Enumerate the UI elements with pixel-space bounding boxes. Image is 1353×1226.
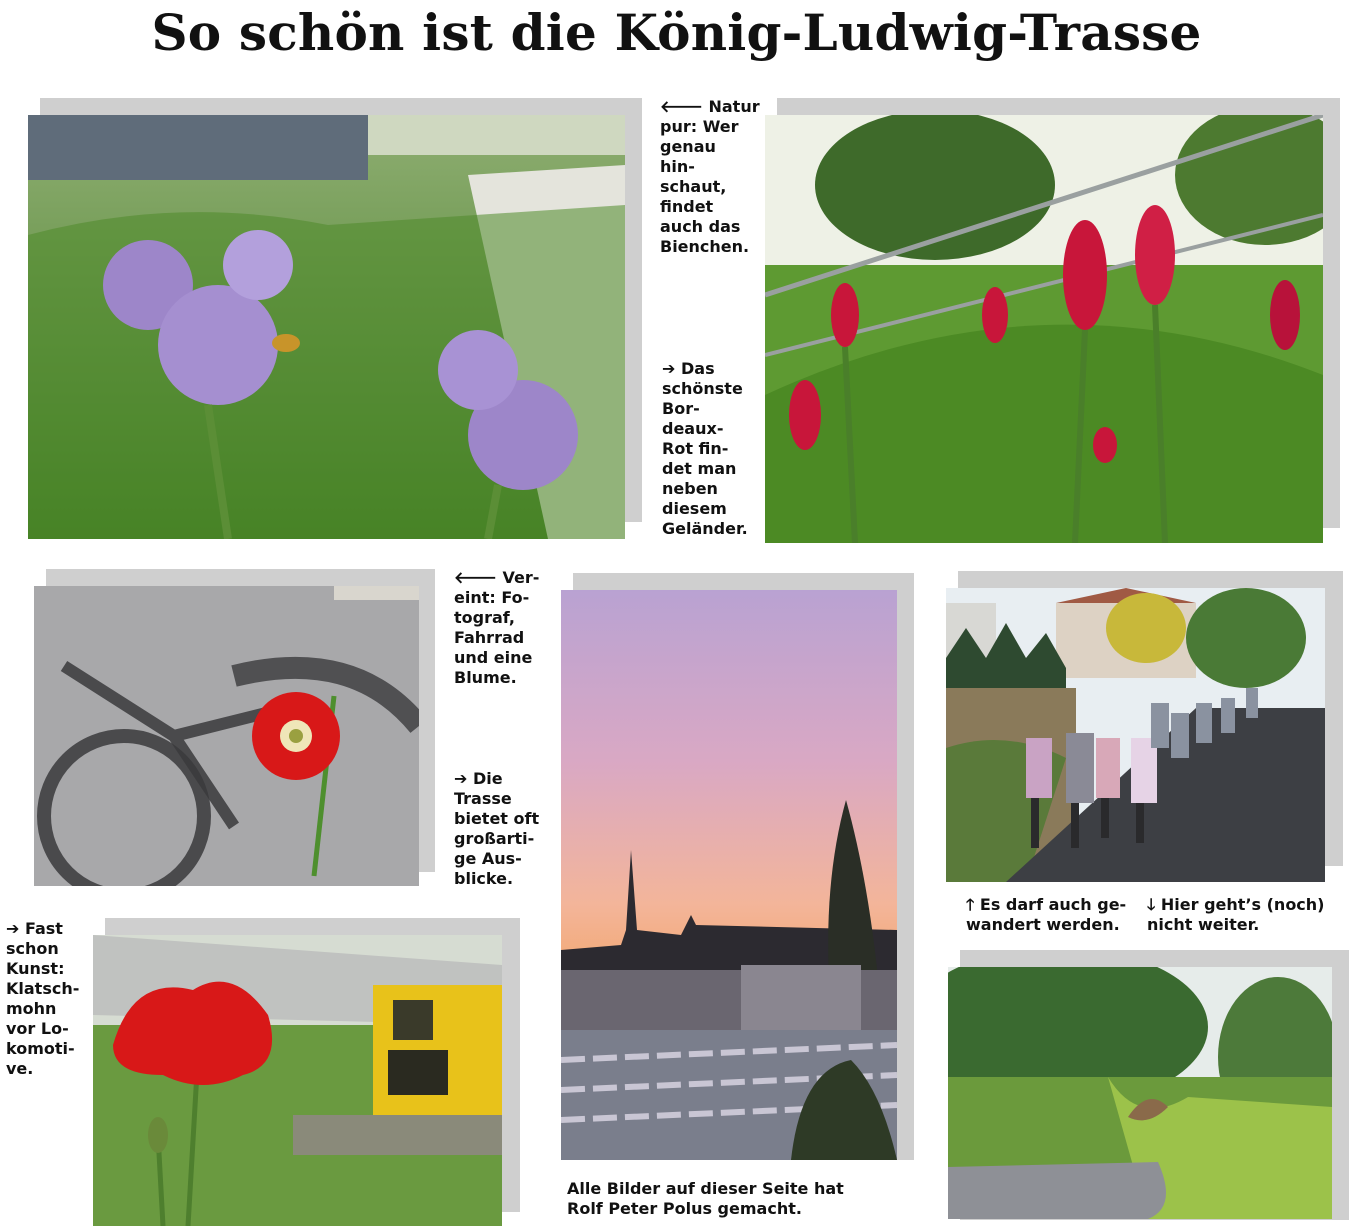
caption-line: det man (662, 459, 737, 478)
poppy-bike-shadow-photo (34, 586, 419, 886)
arrow-up-icon: 🡑 (966, 895, 975, 914)
caption-line: tograf, (454, 608, 515, 627)
caption-line: bietet oft (454, 809, 540, 828)
caption-line: blicke. (454, 869, 514, 888)
caption-line: Trasse (454, 789, 512, 808)
arrow-down-icon: 🡓 (1147, 895, 1156, 914)
caption-end (1147, 895, 1325, 935)
headline: So schön ist die König-Ludwig-Trasse (151, 3, 1202, 62)
phacelia-bee-photo (28, 115, 625, 539)
caption-line: neben (662, 479, 718, 498)
caption-view (454, 769, 539, 889)
sunset-skyline-photo (561, 590, 897, 1160)
caption-line: wandert werden. (966, 915, 1120, 934)
caption-line: Geländer. (662, 519, 748, 538)
caption-hikers (966, 895, 1126, 935)
caption-line: schon (6, 939, 59, 958)
arrow-right-icon: ➔ (454, 769, 468, 788)
arrow-right-icon: ➔ (662, 359, 676, 378)
caption-line: ve. (6, 1059, 34, 1078)
caption-line: Bienchen. (660, 237, 750, 256)
caption-loco (6, 919, 79, 1079)
caption-line: komoti- (6, 1039, 75, 1058)
caption-line: Es darf auch ge- (979, 895, 1127, 914)
caption-line: pur: Wer (660, 117, 739, 136)
caption-line: Kunst: (6, 959, 65, 978)
arrow-left-icon: 🡐 (454, 568, 497, 587)
caption-line: auch das (660, 217, 741, 236)
caption-line: Das (680, 359, 715, 378)
caption-line: und eine (454, 648, 533, 667)
trail-end-photo (948, 967, 1332, 1219)
caption-line: schaut, (660, 177, 727, 196)
crimson-clover-photo (765, 115, 1323, 543)
caption-bike (454, 568, 539, 688)
caption-line: ge Aus- (454, 849, 522, 868)
caption-line: Ver- (502, 568, 540, 587)
caption-line: Die (472, 769, 503, 788)
poppy-locomotive-photo (93, 935, 502, 1226)
caption-line: Blume. (454, 668, 517, 687)
caption-line: Hier geht’s (noch) (1160, 895, 1325, 914)
caption-credit (567, 1179, 844, 1219)
caption-line: Rolf Peter Polus gemacht. (567, 1199, 802, 1218)
caption-line: Natur (708, 97, 760, 116)
caption-line: vor Lo- (6, 1019, 69, 1038)
arrow-right-icon: ➔ (6, 919, 20, 938)
caption-line: genau (660, 137, 716, 156)
hikers-photo (946, 588, 1325, 882)
caption-line: findet (660, 197, 714, 216)
caption-line: deaux- (662, 419, 724, 438)
caption-line: Alle Bilder auf dieser Seite hat (567, 1179, 844, 1198)
caption-line: nicht weiter. (1147, 915, 1260, 934)
caption-line: großarti- (454, 829, 535, 848)
caption-line: Klatsch- (6, 979, 80, 998)
caption-bee (660, 97, 760, 257)
caption-line: Rot fin- (662, 439, 729, 458)
caption-line: schönste (662, 379, 743, 398)
arrow-left-icon: 🡐 (660, 97, 703, 116)
caption-clover (662, 359, 748, 539)
caption-line: Bor- (662, 399, 700, 418)
caption-line: eint: Fo- (454, 588, 530, 607)
caption-line: diesem (662, 499, 727, 518)
caption-line: Fast (24, 919, 63, 938)
caption-line: Fahrrad (454, 628, 525, 647)
caption-line: mohn (6, 999, 57, 1018)
caption-line: hin- (660, 157, 695, 176)
